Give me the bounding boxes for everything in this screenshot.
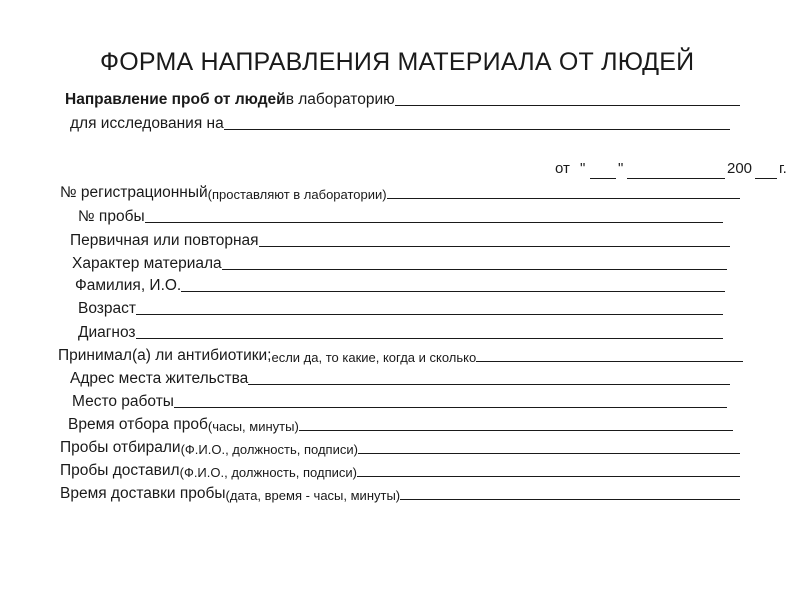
delivery-time-field[interactable] (400, 499, 740, 500)
antibiotics-row (58, 343, 743, 365)
material-field[interactable] (222, 269, 727, 270)
laboratory-field[interactable] (395, 105, 740, 106)
direction-row (65, 87, 740, 109)
day-field[interactable] (590, 178, 616, 179)
address-row (70, 366, 730, 388)
sampling-time-row (68, 412, 733, 434)
date-row (555, 157, 795, 179)
delivered-by-note: (Ф.И.О., должность, подписи) (179, 465, 357, 480)
delivered-by-label: Пробы доставил (60, 462, 180, 479)
research-label: для исследования на (70, 115, 224, 132)
sample-number-field[interactable] (145, 222, 723, 223)
sampling-time-note: (часы, минуты) (207, 419, 299, 434)
name-field[interactable] (181, 291, 725, 292)
sample-number-row (78, 204, 723, 226)
delivered-by-field[interactable] (357, 476, 740, 477)
sampled-by-note: (Ф.И.О., должность, подписи) (180, 442, 358, 457)
age-label: Возраст (78, 300, 136, 317)
registration-note: (проставляют в лаборатории) (207, 187, 387, 202)
direction-label: Направление проб от людей (65, 91, 286, 108)
date-from-label: от (555, 160, 570, 177)
year-prefix: 200 (727, 160, 753, 177)
registration-row (60, 180, 740, 202)
quote-open: " (580, 160, 586, 177)
delivery-time-label: Время доставки пробы (60, 485, 226, 502)
year-field[interactable] (755, 178, 777, 179)
sampled-by-label: Пробы отбирали (60, 439, 181, 456)
address-label: Адрес места жительства (70, 370, 249, 387)
diagnosis-row (78, 320, 723, 342)
sampling-time-label: Время отбора проб (68, 416, 208, 433)
workplace-label: Место работы (72, 393, 174, 410)
research-row (70, 111, 730, 133)
material-row (72, 251, 727, 273)
sampled-by-field[interactable] (358, 453, 740, 454)
name-row (75, 273, 725, 295)
antibiotics-note: если да, то какие, когда и сколько (271, 350, 477, 365)
delivery-time-note: (дата, время - часы, минуты) (225, 488, 401, 503)
primary-repeat-label: Первичная или повторная (70, 232, 259, 249)
sample-number-label: № пробы (78, 208, 145, 225)
registration-field[interactable] (387, 198, 740, 199)
delivered-by-row (60, 458, 740, 480)
sampling-time-field[interactable] (299, 430, 733, 431)
month-field[interactable] (627, 178, 725, 179)
age-field[interactable] (136, 314, 723, 315)
antibiotics-field[interactable] (476, 361, 743, 362)
delivery-time-row (60, 481, 740, 503)
age-row (78, 296, 723, 318)
registration-label: № регистрационный (60, 184, 208, 201)
form-title: ФОРМА НАПРАВЛЕНИЯ МАТЕРИАЛА ОТ ЛЮДЕЙ (100, 48, 695, 76)
address-field[interactable] (248, 384, 730, 385)
material-label: Характер материала (72, 255, 222, 272)
name-label: Фамилия, И.О. (75, 277, 182, 294)
sampled-by-row (60, 435, 740, 457)
primary-repeat-field[interactable] (259, 246, 730, 247)
quote-close: " (618, 160, 624, 177)
diagnosis-field[interactable] (136, 338, 723, 339)
workplace-row (72, 389, 727, 411)
antibiotics-label: Принимал(а) ли антибиотики; (58, 347, 272, 364)
diagnosis-label: Диагноз (78, 324, 136, 341)
direction-lab-label: в лабораторию (285, 91, 395, 108)
research-field[interactable] (224, 129, 730, 130)
workplace-field[interactable] (174, 407, 727, 408)
primary-repeat-row (70, 228, 730, 250)
year-suffix: г. (779, 160, 787, 177)
